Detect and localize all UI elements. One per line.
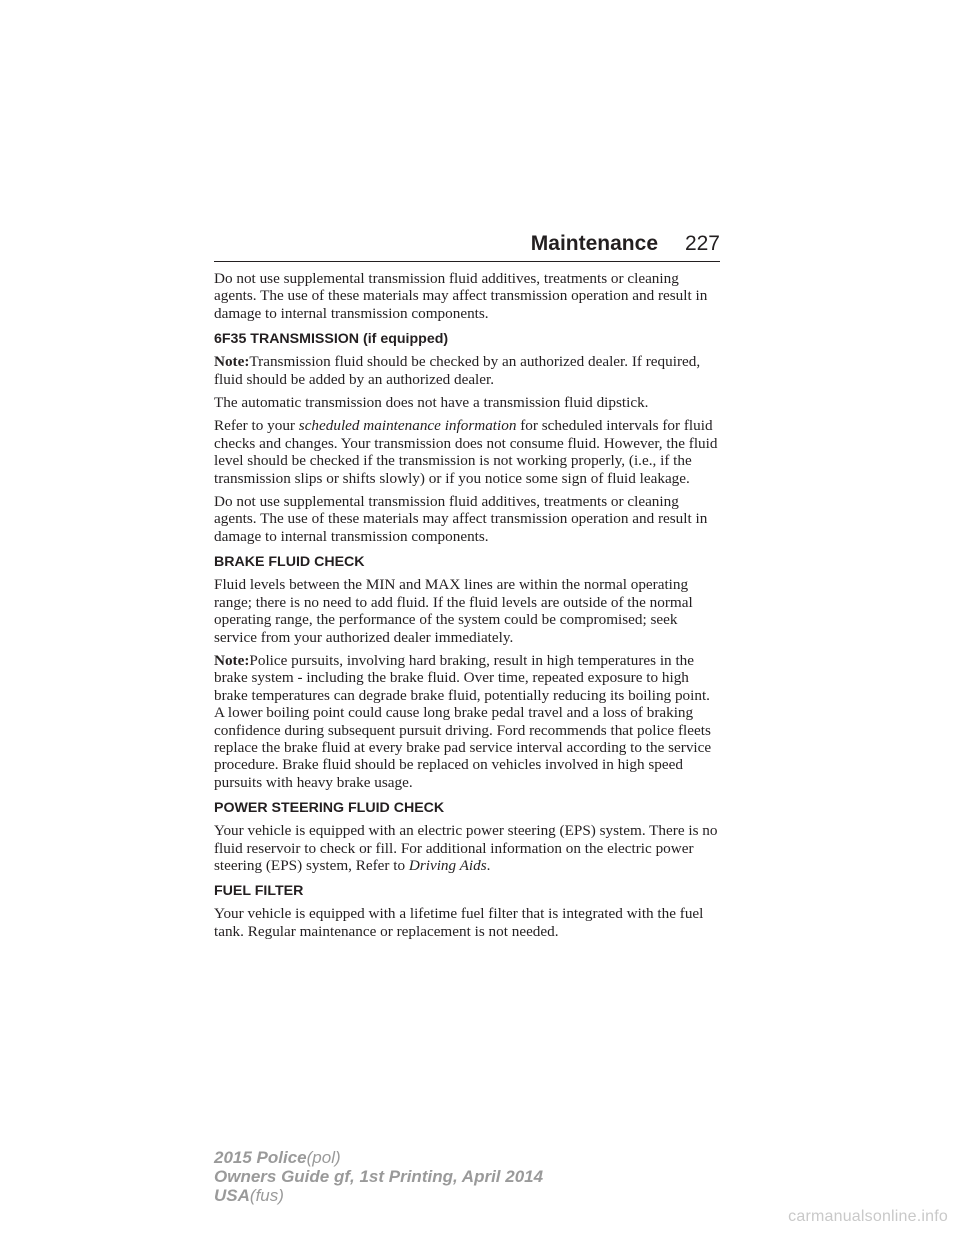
note-text: Police pursuits, involving hard braking, result in high temperatures in the brake system - including the brake fluid. Over time, repeated exposure to high brake temperatures can degrade brake fluid, potentially reducing its boiling point. A lower boiling point could cause long brake pedal travel and a loss of braking confidence during subsequent pursuit driving. Ford recommends that police fleets replace the brake fluid at every brake pad service interval according to the service procedure. Brake fluid should be replaced on vehicles involved in high speed pursuits with heavy brake usage. bbox=[214, 651, 712, 791]
paragraph-additives-repeat: Do not use supplemental transmission fluid additives, treatments or cleaning agents. The use of these materials may affect transmission operation and result in damage to internal transmission components. bbox=[214, 493, 708, 545]
page-number: 227 bbox=[684, 232, 720, 255]
paragraph-eps bbox=[214, 822, 722, 874]
paragraph-additives: Do not use supplemental transmission fluid additives, treatments or cleaning agents. The use of these materials may affect transmission operation and result in damage to internal transmission components. bbox=[214, 270, 708, 322]
paragraph-scheduled-maintenance bbox=[214, 417, 722, 487]
footer-market: USA bbox=[214, 1186, 250, 1205]
note-label: Note: bbox=[214, 651, 250, 669]
footer-line-model bbox=[214, 1148, 543, 1167]
text-span: Your vehicle is equipped with an electric power steering (EPS) system. There is no fluid reservoir to check or fill. For additional information on the electric power steering (EPS) system, Refer to bbox=[214, 822, 718, 874]
reference-driving-aids: Driving Aids bbox=[408, 856, 487, 874]
header-divider bbox=[214, 261, 720, 262]
heading-power-steering-fluid-check: POWER STEERING FLUID CHECK bbox=[214, 800, 445, 817]
footer-model-code: (pol) bbox=[306, 1148, 341, 1167]
paragraph-fuel-filter: Your vehicle is equipped with a lifetime fuel filter that is integrated with the fuel tank. Regular maintenance or replacement is not needed. bbox=[214, 905, 704, 940]
text-span: . bbox=[486, 856, 491, 874]
text-span: Refer to your bbox=[214, 417, 299, 435]
note-police-pursuits bbox=[214, 652, 722, 791]
heading-6f35-transmission: 6F35 TRANSMISSION (if equipped) bbox=[214, 331, 449, 348]
heading-brake-fluid-check: BRAKE FLUID CHECK bbox=[214, 554, 365, 571]
page-header bbox=[214, 232, 720, 262]
section-title: Maintenance bbox=[530, 232, 658, 255]
note-text: Transmission fluid should be checked by an authorized dealer. If required, fluid should be added by an authorized dealer. bbox=[214, 353, 701, 388]
footer-market-code: (fus) bbox=[249, 1186, 284, 1205]
page-content bbox=[214, 270, 722, 946]
note-transmission-fluid bbox=[214, 353, 722, 388]
footer-line-market bbox=[214, 1186, 543, 1205]
heading-fuel-filter: FUEL FILTER bbox=[214, 883, 304, 900]
watermark: carmanualsonline.info bbox=[788, 1208, 948, 1225]
note-label: Note: bbox=[214, 353, 250, 371]
paragraph-dipstick: The automatic transmission does not have a transmission fluid dipstick. bbox=[214, 394, 649, 412]
document-footer bbox=[214, 1148, 543, 1205]
reference-scheduled-maintenance: scheduled maintenance information bbox=[298, 417, 517, 435]
text-span: for scheduled intervals for fluid checks and changes. Your transmission does not consume fluid. However, the fluid level should be checked if the transmission is not working properly, (i.e., if the transmission slips or shifts slowly) or if you notice some sign of fluid leakage. bbox=[214, 417, 718, 487]
paragraph-brake-fluid-levels: Fluid levels between the MIN and MAX lines are within the normal operating range; there is no need to add fluid. If the fluid levels are outside of the normal operating range, the performance of the system could be compromised; seek service from your authorized dealer immediately. bbox=[214, 576, 693, 646]
footer-line-guide: Owners Guide gf, 1st Printing, April 2014 bbox=[214, 1167, 544, 1186]
footer-model: 2015 Police bbox=[214, 1148, 307, 1167]
